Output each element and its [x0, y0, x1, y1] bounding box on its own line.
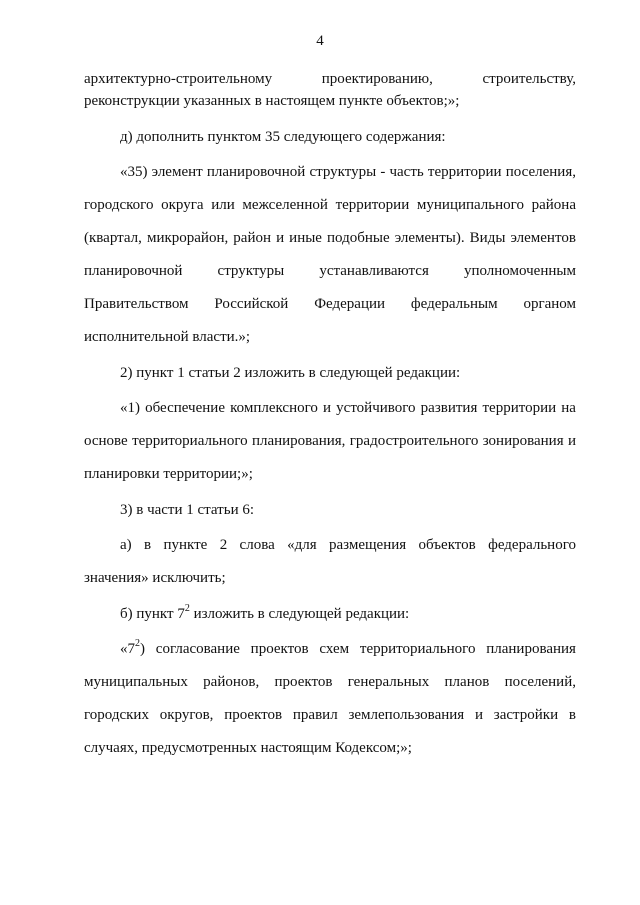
word: устанавливаются — [319, 263, 429, 279]
word: поселений, — [504, 674, 576, 690]
word: поселения, — [505, 164, 576, 180]
word: или — [211, 197, 235, 213]
word: в — [144, 537, 152, 553]
text-line-with-superscript — [120, 603, 576, 625]
word: застройки — [493, 707, 559, 723]
word: Виды — [469, 230, 506, 246]
text-line: планировки территории;»; — [84, 466, 253, 482]
text-fragment: б) пункт 7 — [120, 605, 185, 622]
text-line: значения» исключить; — [84, 570, 226, 586]
word: пункте — [163, 537, 208, 553]
word: 2 — [219, 537, 228, 553]
paragraph-4 — [84, 362, 576, 384]
word: «1) — [120, 400, 140, 416]
word: округов, — [159, 707, 214, 723]
justified-line — [84, 227, 576, 249]
paragraph-7 — [84, 534, 576, 589]
justified-line — [84, 704, 576, 726]
text-fragment: «7 — [120, 641, 135, 657]
word: территории — [482, 400, 557, 416]
word: проектов — [250, 641, 309, 657]
word: проектированию, — [321, 71, 433, 87]
text-line: исполнительной власти.»; — [84, 329, 251, 345]
word: районов, — [203, 674, 260, 690]
word: правил — [292, 707, 338, 723]
word: в — [568, 707, 576, 723]
word: и — [567, 433, 576, 449]
word: - — [380, 164, 386, 180]
word: архитектурно-строительному — [84, 71, 273, 87]
justified-line — [84, 430, 576, 452]
justified-line — [84, 534, 576, 556]
superscript: 2 — [184, 602, 190, 614]
word: слова — [239, 537, 275, 553]
word: структуры — [217, 263, 285, 279]
word: проектов — [274, 674, 333, 690]
text-fragment: изложить в следующей редакции: — [189, 605, 410, 622]
justified-line — [84, 397, 576, 419]
word: подобные — [327, 230, 390, 246]
word: объектов — [418, 537, 476, 553]
word: на — [561, 400, 576, 416]
word: а) — [120, 537, 132, 553]
word: структуры — [309, 164, 377, 180]
word: элементов — [510, 230, 576, 246]
word: федеральным — [410, 296, 498, 312]
word: (квартал, — [84, 230, 142, 246]
justified-line — [84, 161, 576, 183]
paragraph-9 — [84, 638, 576, 759]
word: «35) — [120, 164, 148, 180]
word: элементы). — [394, 230, 465, 246]
document-body — [84, 68, 576, 759]
word: федерального — [488, 537, 576, 553]
justified-line — [84, 260, 576, 282]
word: территориального — [132, 433, 248, 449]
word: и — [276, 230, 285, 246]
word: обеспечение — [145, 400, 225, 416]
word: территории — [335, 197, 410, 213]
page-number: 4 — [316, 33, 324, 49]
word: муниципальных — [84, 674, 188, 690]
word: органом — [523, 296, 576, 312]
justified-line — [84, 194, 576, 216]
word: Правительством — [84, 296, 189, 312]
word: района — [531, 197, 576, 213]
paragraph-8 — [84, 603, 576, 625]
word: согласование — [155, 641, 240, 657]
text-fragment: ) — [140, 641, 145, 657]
word: территории — [427, 164, 502, 180]
word: зонирования — [482, 433, 564, 449]
word: городских — [84, 707, 149, 723]
justified-line-with-superscript — [84, 638, 576, 660]
text-line: случаях, предусмотренных настоящим Кодексом;»; — [84, 740, 412, 756]
word: Федерации — [314, 296, 386, 312]
word: часть — [389, 164, 424, 180]
word: планов — [444, 674, 490, 690]
word: планировочной — [206, 164, 306, 180]
word: территориального — [359, 641, 476, 657]
word: и — [323, 400, 332, 416]
word: муниципального — [416, 197, 524, 213]
word: Российской — [214, 296, 289, 312]
word: размещения — [328, 537, 407, 553]
word: городского — [84, 197, 154, 213]
paragraph-2 — [84, 126, 576, 148]
superscript: 2 — [135, 638, 140, 649]
word: строительству, — [482, 71, 576, 87]
word: развития — [420, 400, 478, 416]
word: устойчивого — [336, 400, 416, 416]
word: район — [233, 230, 272, 246]
paragraph-5 — [84, 397, 576, 485]
paragraph-1 — [84, 68, 576, 112]
word: элемент — [151, 164, 203, 180]
justified-line — [84, 671, 576, 693]
text-line: 2) пункт 1 статьи 2 изложить в следующей редакции: — [120, 364, 461, 381]
word: иные — [289, 230, 322, 246]
paragraph-6 — [84, 499, 576, 521]
word: землепользования — [348, 707, 465, 723]
justified-line — [84, 293, 576, 315]
word: микрорайон, — [146, 230, 229, 246]
word: «для — [287, 537, 317, 553]
word: округа — [161, 197, 204, 213]
word: уполномоченным — [463, 263, 576, 279]
word: основе — [84, 433, 128, 449]
word: межселенной — [242, 197, 328, 213]
justified-line — [84, 68, 576, 90]
word: генеральных — [347, 674, 430, 690]
word: планирования — [486, 641, 576, 657]
word: и — [474, 707, 483, 723]
paragraph-3 — [84, 161, 576, 348]
word: комплексного — [230, 400, 318, 416]
word: проектов — [224, 707, 283, 723]
word: планировочной — [84, 263, 183, 279]
text-line: д) дополнить пунктом 35 следующего содержания: — [120, 128, 446, 145]
text-fragment — [120, 638, 145, 660]
text-line: реконструкции указанных в настоящем пункте объектов;»; — [84, 93, 460, 109]
word: схем — [319, 641, 350, 657]
word: градостроительного — [349, 433, 479, 449]
word: планирования, — [251, 433, 346, 449]
text-line: 3) в части 1 статьи 6: — [120, 501, 255, 518]
